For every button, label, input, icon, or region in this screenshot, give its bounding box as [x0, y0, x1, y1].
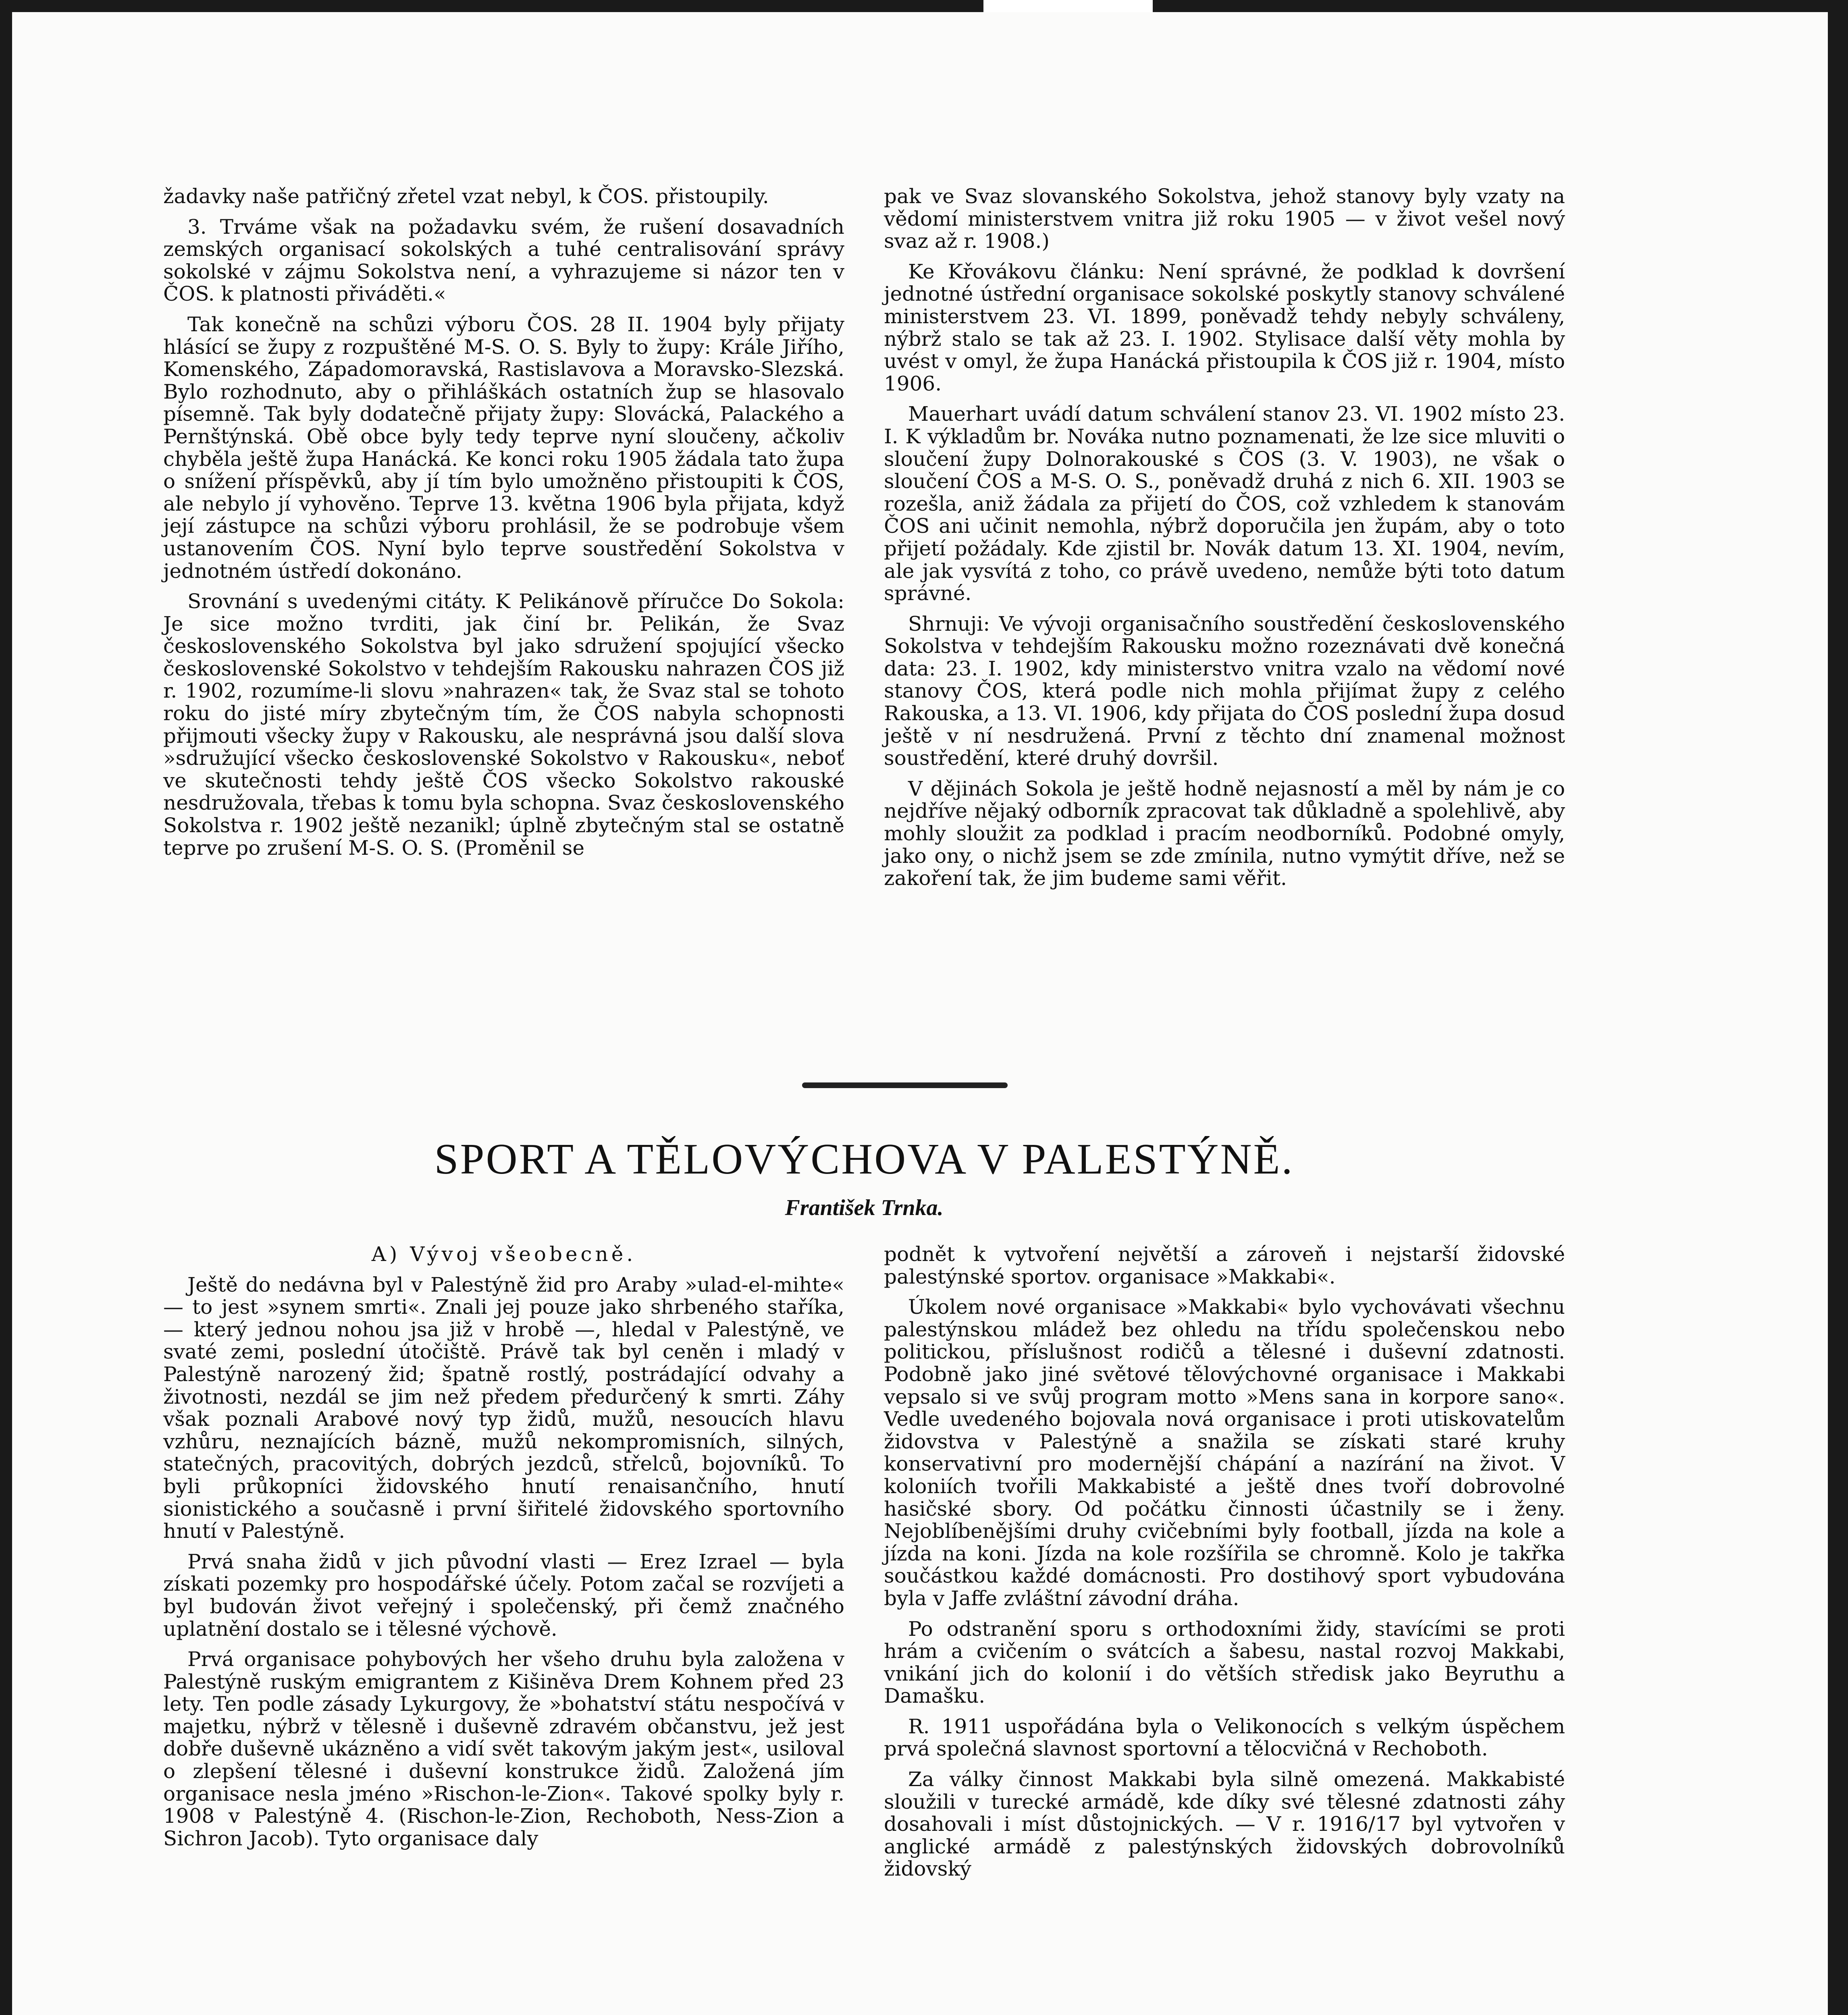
- paragraph: Srovnání s uvedenými citáty. K Pelikánově příručce Do Sokola: Je sice možno tvrditi, jak činí br. Pelikán, že Svaz československého Sokolstva byl jako sdružení spojující všecko československé Sokolstvo v tehdejším Rakousku nahrazen ČOS již r. 1902, rozumíme-li slovu »nahrazen« tak, že Svaz stal se tohoto roku do jisté míry zbytečným tím, že ČOS nabyla schopnosti přijmouti všecky župy v Rakousku, ale nesprávná jsou další slova »sdružující všecko československé Sokolstvo v Rakousku«, neboť ve skutečnosti tehdy ještě ČOS všecko Sokolstvo rakouské nesdružovala, třebas k tomu byla schopna. Svaz československého Sokolstva r. 1902 ještě nezanikl; úplně zbytečným stal se ostatně teprve po zrušení M-S. O. S. (Proměnil se: [163, 590, 844, 860]
- paragraph: 3. Trváme však na požadavku svém, že rušení dosavadních zemských organisací sokolských a tuhé centralisování správy sokolské v zájmu Sokolstva není, a vyhrazujeme si názor ten v ČOS. k platnosti přiváděti.«: [163, 215, 844, 306]
- paragraph: Po odstranění sporu s orthodoxními židy, stavícími se proti hrám a cvičením o svátcích a šabesu, nastal rozvoj Makkabi, vnikání jich do kolonií i do větších středisk jako Beyruthu a Damašku.: [884, 1617, 1565, 1708]
- section-heading: A) Vývoj všeobecně.: [371, 1242, 636, 1266]
- paragraph: Za války činnost Makkabi byla silně omezená. Makkabisté sloužili v turecké armádě, kde díky své tělesné zdatnosti záhy dosahovali i míst důstojnických. — V r. 1916/17 byl vytvořen v anglické armádě z palestýnských židovských dobrovolníků židovský: [884, 1768, 1565, 1881]
- paragraph: Úkolem nové organisace »Makkabi« bylo vychovávati všechnu palestýnskou mládež bez ohledu na třídu společenskou nebo politickou, příslušnost rodičů a tělesné i duševní zdatnosti. Podobně jako jiné světové tělovýchovné organisace i Makkabi vepsalo si ve svůj program motto »Mens sana in korpore sano«. Vedle uvedeného bojovala nová organisace i proti utiskovatelům židovstva v Palestýně a snažila se získati staré kruhy konservativní pro modernější chápání a nazírání na život. V koloniích tvořili Makkabisté a ještě dnes tvoří dobrovolné hasičské sbory. Od počátku činnosti účastnily se i ženy. Nejoblíbenějšími druhy cvičebními byly football, jízda na kole a jízda na koni. Jízda na kole rozšířila se chromně. Kolo je takřka součástkou každé domácnosti. Pro dostihový sport vybudována byla v Jaffe zvláštní závodní dráha.: [884, 1295, 1565, 1610]
- paragraph: R. 1911 uspořádána byla o Velikonocích s velkým úspěchem prvá společná slavnost sportovní a tělocvičná v Rechoboth.: [884, 1714, 1565, 1761]
- article-left-column: [163, 1243, 844, 1858]
- article-title: SPORT A TĚLOVÝCHOVA V PALESTÝNĚ.: [434, 1135, 1294, 1183]
- paragraph: podnět k vytvoření největší a zároveň i nejstarší židovské palestýnské sportov. organisace »Makkabi«.: [884, 1242, 1565, 1288]
- paragraph: Tak konečně na schůzi výboru ČOS. 28 II. 1904 byly přijaty hlásící se župy z rozpuštěné M-S. O. S. Byly to župy: Krále Jiřího, Komenského, Západomoravská, Rastislavova a Moravsko-Slezská. Bylo rozhodnuto, aby o přihláškách ostatních žup se hlasovalo písemně. Tak byly dodatečně přijaty župy: Slovácká, Palackého a Pernštýnská. Obě obce byly tedy teprve nyní sloučeny, ačkoliv chyběla ještě župa Hanácká. Ke konci roku 1905 žádala tato župa o snížení příspěvků, aby jí tím bylo umožněno přistoupiti k ČOS, ale nebylo jí vyhověno. Teprve 13. května 1906 byla přijata, když její zástupce na schůzi výboru prohlásil, že se podrobuje všem ustanovením ČOS. Nyní bylo teprve soustředění Sokolstva v jednotném ústředí dokonáno.: [163, 312, 844, 583]
- paragraph: Ještě do nedávna byl v Palestýně žid pro Araby »ulad-el-mihte« — to jest »synem smrti«. Znali jej pouze jako shrbeného staříka, — který jednou nohou jsa již v hrobě —, hledal v Palestýně, ve svaté zemi, poslední útočiště. Právě tak byl ceněn i mladý v Palestýně narozený žid; špatně rostlý, postrádající odvahy a životnosti, nezdál se jim než předem předurčený k smrti. Záhy však poznali Arabové nový typ židů, mužů, nesoucích hlavu vzhůru, neznajících bázně, mužů nekompromisních, silných, statečných, pracovitých, dobrých jezdců, střelců, bojovníků. To byli průkopníci židovského hnutí renaisančního, hnutí sionistického a současně i první šiřitelé židovského sportovního hnutí v Palestýně.: [163, 1273, 844, 1543]
- article-author: František Trnka.: [785, 1195, 944, 1220]
- paragraph: Ke Křovákovu článku: Není správné, že podklad k dovršení jednotné ústřední organisace sokolské poskytly stanovy schválené ministerstvem 23. VI. 1899, poněvadž tehdy nebyly schváleny, nýbrž stalo se tak až 23. I. 1902. Stylisace další věty mohla by uvést v omyl, že župa Hanácká přistoupila k ČOS již r. 1904, místo 1906.: [884, 260, 1565, 395]
- paragraph: Prvá snaha židů v jich původní vlasti — Erez Izrael — byla získati pozemky pro hospodářské účely. Potom začal se rozvíjeti a byl budován život veřejný i společenský, při čemž značného uplatnění dostalo se i tělesné výchově.: [163, 1550, 844, 1641]
- paragraph: Prvá organisace pohybových her všeho druhu byla založena v Palestýně ruským emigrantem z Kišiněva Drem Kohnem před 23 lety. Ten podle zásady Lykurgovy, že »bohatství státu nespočívá v majetku, nýbrž v tělesně i duševně zdravém občanstvu, jež jest dobře duševně ukázněno a vidí svět takovým jakým jest«, usiloval o zlepšení tělesné i duševní konstrukce židů. Založená jím organisace nesla jméno »Rischon-le-Zion«. Takové spolky byly r. 1908 v Palestýně 4. (Rischon-le-Zion, Rechoboth, Ness-Zion a Sichron Jacob). Tyto organisace daly: [163, 1647, 844, 1850]
- paragraph: pak ve Svaz slovanského Sokolstva, jehož stanovy byly vzaty na vědomí ministerstvem vnitra již roku 1905 — v život vešel nový svaz až r. 1908.): [884, 185, 1565, 253]
- scan-edge-mark: [983, 0, 1153, 12]
- paragraph: V dějinách Sokola je ještě hodně nejasností a měl by nám je co nejdříve nějaký odborník zpracovat tak důkladně a spolehlivě, aby mohly sloužit za podklad i pracím neodborníků. Podobné omyly, jako ony, o nichž jsem se zde zmínila, nutno vymýtit dříve, než se zakoření tak, že jim budeme sami věřit.: [884, 777, 1565, 890]
- section-divider: [802, 1082, 1008, 1088]
- top-left-column: [163, 185, 844, 867]
- paragraph: Shrnuji: Ve vývoji organisačního soustředění československého Sokolstva v tehdejším Rakousku možno rozeznávati dvě konečná data: 23. I. 1902, kdy ministerstvo vnitra vzalo na vědomí nové stanovy ČOS, která podle nich mohla přijímat župy z celého Rakouska, a 13. VI. 1906, kdy přijata do ČOS poslední župa dosud ještě v ní nesdružená. První z těchto dní znamenal možnost soustředění, které druhý dovršil.: [884, 612, 1565, 770]
- paragraph: žadavky naše patřičný zřetel vzat nebyl, k ČOS. přistoupily.: [163, 185, 769, 208]
- paragraph: Mauerhart uvádí datum schválení stanov 23. VI. 1902 místo 23. I. K výkladům br. Nováka nutno poznamenati, že lze sice mluviti o sloučení župy Dolnorakouské s ČOS (3. V. 1903), ne však o sloučení ČOS a M-S. O. S., poněvadž druhá z nich 6. XII. 1903 se rozešla, aniž žádala za přijetí do ČOS, což vzhledem k stanovám ČOS ani učinit nemohla, nýbrž doporučila jen župám, aby o toto přijetí požádaly. Kde zjistil br. Novák datum 13. XI. 1904, nevím, ale jak vysvítá z toho, co právě uvedeno, nemůže býti toto datum správné.: [884, 402, 1565, 605]
- article-right-column: [884, 1243, 1565, 1888]
- top-right-column: [884, 185, 1565, 898]
